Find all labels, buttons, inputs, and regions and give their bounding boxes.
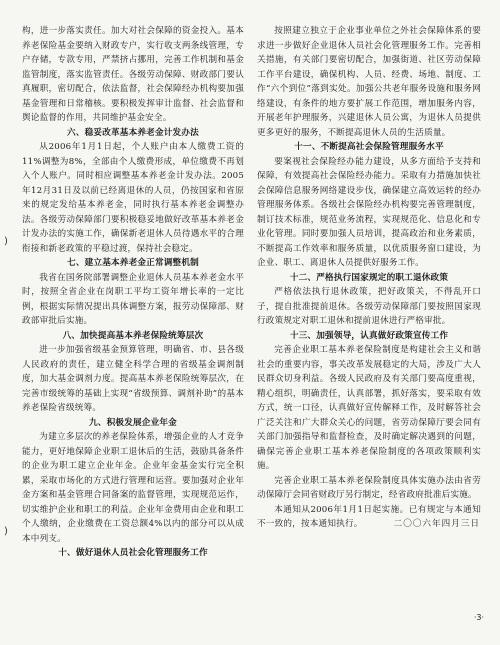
- section-heading: 十一、不断提高社会保险管理服务水平: [294, 142, 444, 152]
- paragraph: 从2006年1月1日起，个人账户由本人缴费工资的11%调整为8%，全部由个人缴费形成，单位缴费不再划入个人账户。同时相应调整基本养老金计发办法。2005年12月31日及以前已经离退休的人员，仍按国家和省原来的规定发给基本养老金，同时执行基本养老金调整办法。各级劳动保障部门要积极稳妥地做好改革基本养老金计发办法的实施工作，确保新老退休人员待遇水平的合理衔接和新老政策的平稳过渡，保持社会稳定。: [22, 142, 244, 254]
- right-column: [257, 24, 481, 532]
- section-heading: 十、做好退休人员社会化管理服务工作: [58, 548, 208, 558]
- section-heading: 十三、加强领导，认真做好政策宣传工作: [289, 330, 449, 341]
- issue-date: 二〇〇六年四月三日: [393, 519, 480, 529]
- paragraph: 完善企业职工基本养老保险制度是构建社会主义和谐社会的重要内容，事关改革发展稳定的大局，涉及广大人民群众切身利益。各级人民政府及有关部门要高度重视，精心组织，明确责任，认真部署，抓好落实，要采取有效方式，统一口径，认真做好宣传解释工作，及时解答社会广泛关注和广大群众关心的问题，省劳动保障厅要会同有关部门加强指导和监督检查，及时确定解决遇到的问题，确保完善企业职工基本养老保险制度的各项政策顺利实施。: [257, 345, 481, 471]
- left-column: [22, 24, 244, 561]
- paragraph: 进一步加强省级基金预算管理，明确省、市、县各级人民政府的责任，建立健全科学合理的省级基金调剂制度，加大基金调剂力度。提高基本养老保险统筹层次，在完善市级统筹的基础上实现“省级预算、调剂补助”的基本养老保险省级统筹。: [22, 345, 244, 413]
- section-heading: 七、建立基本养老金正常调整机制: [67, 258, 199, 268]
- section-heading: 八、加快提高基本养老保险统筹层次: [62, 330, 204, 341]
- section-heading: 六、稳妥改革基本养老金计发办法: [67, 127, 199, 138]
- paragraph: 构，进一步落实责任。加大对社会保障的资金投入。基本养老保险基金要纳入财政专户，实行收支两条线管理，专户存储，专款专用，严禁挤占挪用，完善工作机制和基金监管制度，落实监管责任。各级劳动保障、财政部门要认真履职，密切配合，依法监督，社会保障经办机构要加强基金管理和日常稽核。要积极发挥审计监督、社会监督和舆论监督的作用，共同维护基金安全。: [22, 26, 244, 123]
- paragraph: 严格依法执行退休政策，把好政策关，不得乱开口子，提自批准提前退休。各级劳动保障部门要按照国家现行政策规定对职工退休和提前退休进行严格审批。: [257, 287, 481, 326]
- paragraph: 为建立多层次的养老保险体系，增强企业的人才竞争能力，更好地保障企业职工退休后的生活，鼓励具备条件的企业为职工建立企业年金。企业年金基金实行完全积累，采取市场化的方式进行管理和运营。要加强对企业年金方案和基金管理合同备案的监督管理，实现规范运作，切实维护企业和职工的利益。企业年金费用由企业和职工个人缴纳，企业缴费在工资总额4%以内的部分可以从成本中列支。: [22, 432, 244, 544]
- section-heading: 九、积极发展企业年金: [89, 417, 177, 428]
- paragraph: 完善企业职工基本养老保险制度具体实施办法由省劳动保障厅会同省财政厅另行制定，经省政府批准后实施。: [257, 475, 481, 500]
- binding-mark: ): [4, 526, 8, 537]
- binding-mark: ): [4, 236, 8, 247]
- section-heading: 十二、严格执行国家规定的职工退休政策: [289, 272, 449, 283]
- paragraph: 我省在国务院部署调整企业退休人员基本养老金水平时，按照全省企业在岗职工平均工资年增长率的一定比例，根据实际情况提出具体调整方案，报劳动保障部、财政部审批后实施。: [22, 272, 244, 326]
- paragraph: 要案视社会保险经办能力建设，从多方面给予支持和保障，有效提高社会保险经办能力。采取有力措施加快社会保障信息服务网络建设步伐，确保建立高效运转的经办管理服务体系。各级社会保险经办机构要完善管理制度，制订技术标准，规范业务流程，实现规范化、信息化和专业化管理。同时要加强人员培训，提高政治和业务素质，不断提高工作效率和服务质量，以优质服务窗口建设，为企业、职工、离退休人员提供好服务工作。: [257, 156, 481, 268]
- page-number: ·3·: [473, 613, 484, 622]
- paragraph: 按照建立独立于企业事业单位之外社会保障体系的要求进一步做好企业退休人员社会化管理服务工作。完善相关措施，有关部门要密切配合，加强街道、社区劳动保障工作平台建设，确保机构、人员、经费、场地、制度、工作“六个到位”落到实处。加强公共老年服务设施和服务网络建设，有条件的地方要扩展工作范围，增加服务内容，开展老年护理服务，兴建退休人员公寓，为退休人员提供更多更好的服务，不断提高退休人员的生活质量。: [257, 26, 481, 138]
- paragraph: 本通知从2006年1月1日起实施。已有规定与本通知不一致的，按本通知执行。: [257, 504, 481, 529]
